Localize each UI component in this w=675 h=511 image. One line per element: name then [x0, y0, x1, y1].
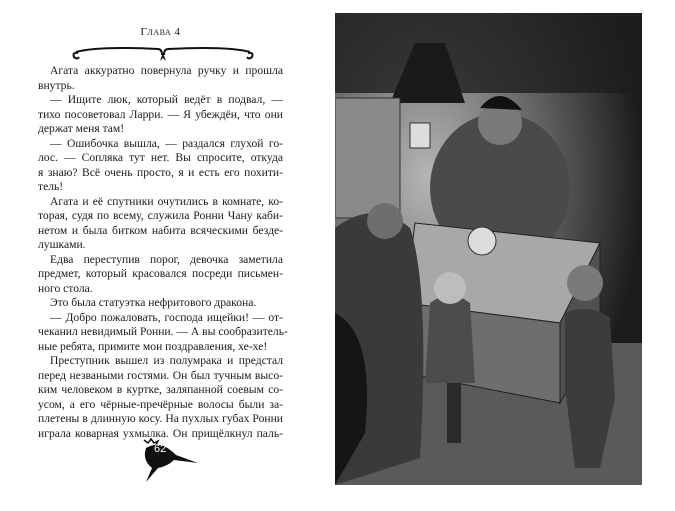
body-text [38, 64, 288, 441]
text-line: усом, а его чёрные-пречёрные волосы были за- [38, 397, 283, 411]
illustration [335, 13, 642, 485]
text-line: торая, судя по всему, служила Ронни Чану каби- [38, 209, 283, 222]
page-number: 62 [154, 443, 167, 455]
text-line: — Добро пожаловать, господа ищейки! — от- [50, 310, 283, 324]
text-line: Едва переступив порог, девочка заметила [50, 252, 283, 266]
text-line: Агата аккуратно повернула ручку и прошла [50, 64, 283, 77]
text-line: лушками. [38, 238, 86, 251]
text-line: я знаю? Всё очень просто, я и есть его похити- [38, 165, 283, 179]
chapter-title: Глава 4 [140, 26, 181, 38]
jade-dragon-statuette [468, 227, 496, 255]
text-line: перед незваными гостями. Он был тучным высо- [38, 368, 283, 382]
text-line: чеканил невидимый Ронни. — А вы сообразитель- [38, 325, 288, 338]
bird-silhouette-icon [132, 436, 202, 486]
filing-cabinet [335, 98, 400, 218]
text-line: играла коварная ухмылка. Он прищёлкнул паль- [38, 426, 283, 440]
text-line: Это была статуэтка нефритового дракона. [50, 296, 257, 309]
text-line: предмет, который красовался посреди письмен- [38, 267, 283, 280]
text-line: — Ошибочка вышла, — раздался глухой го- [50, 136, 283, 150]
text-line: Преступник вышел из полумрака и предстал [50, 354, 283, 367]
text-line: ким человеком в куртке, заляпанной соевым со- [38, 383, 283, 396]
text-line: ные ребята, примите мои поздравления, хе-хе! [38, 339, 268, 353]
girl-figure [425, 296, 475, 384]
text-line: Агата и её спутники очутились в комнате, ко- [50, 194, 283, 208]
text-line: тель! [38, 180, 64, 193]
text-line: держат меня там! [38, 122, 125, 135]
page-number-badge [132, 436, 202, 486]
text-line: плетены в длинную косу. На пухлых губах Ронни [38, 412, 283, 425]
text-line: ного стола. [38, 281, 93, 295]
text-line: тихо посоветовал Ларри. — Я убеждён, что они [38, 107, 283, 121]
text-line: внутрь. [38, 78, 75, 92]
chapter-ornament-icon [68, 43, 258, 63]
text-line: — Ищите люк, который ведёт в подвал, — [50, 93, 283, 106]
text-line: нетом и была битком набита всяческими безде- [38, 223, 283, 237]
text-line: лос. — Сопляка тут нет. Вы спросите, откуда [38, 151, 283, 164]
